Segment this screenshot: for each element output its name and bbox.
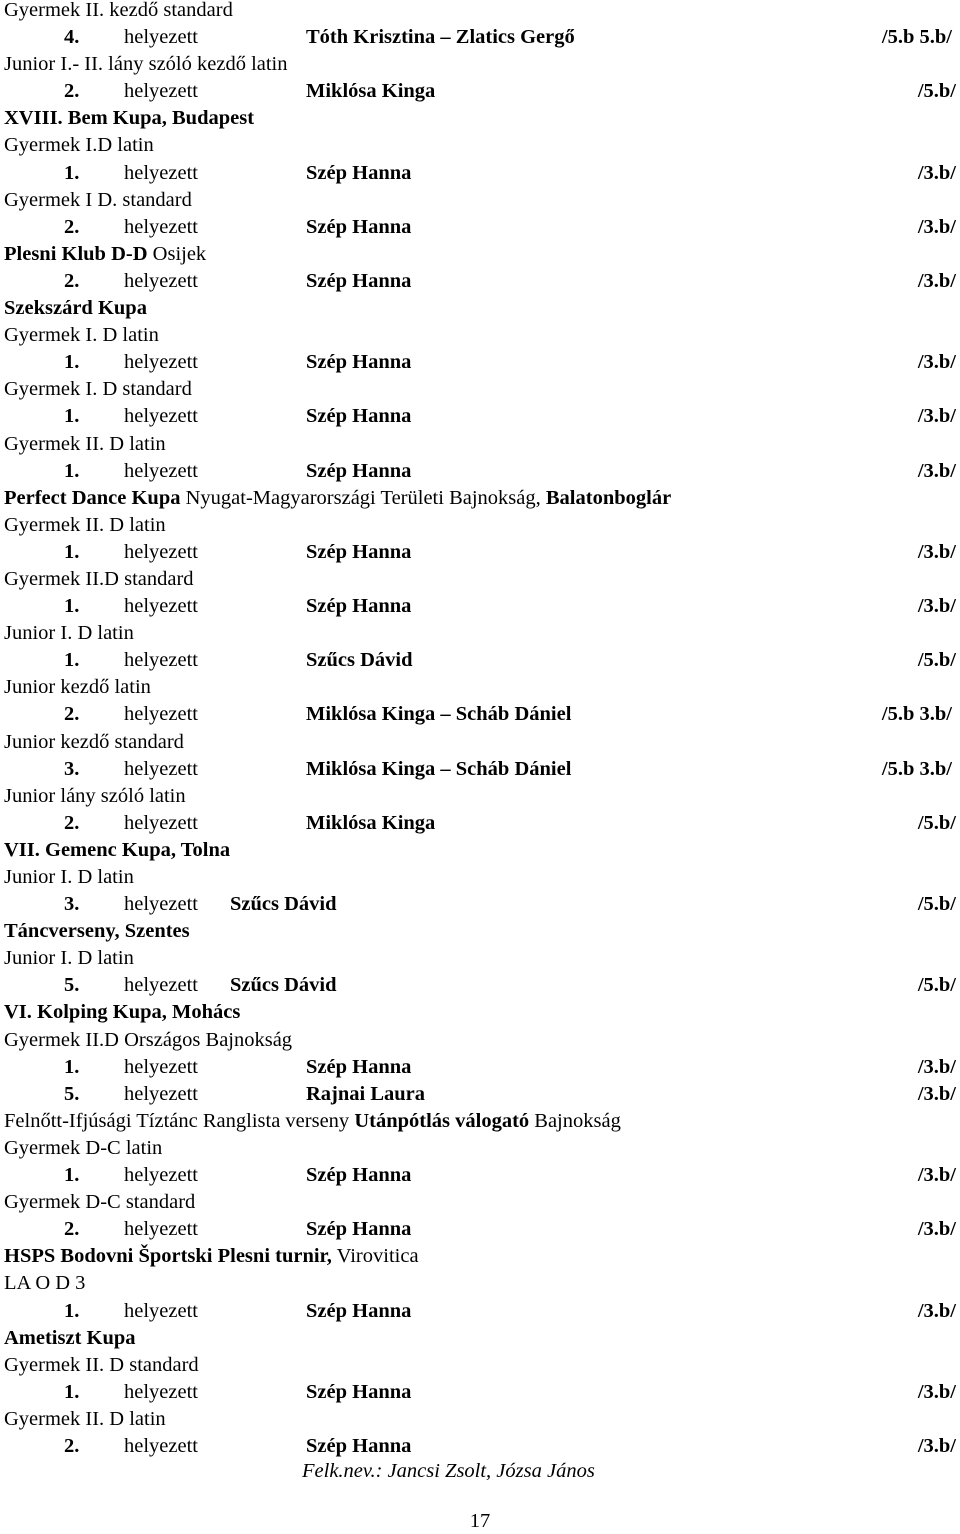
result-row [4,539,956,566]
placement-number: 2. [64,811,80,834]
class-label: /5.b/ [917,811,956,834]
competitor-name: Szép Hanna [306,1299,412,1322]
heading-text: Gyermek I D. standard [4,188,192,211]
placement-number: 5. [64,974,80,997]
class-label: /3.b/ [917,459,956,482]
section-heading [4,1243,956,1270]
result-row [4,268,956,295]
placement-word: helyezett [124,649,198,672]
class-label: /3.b/ [917,1380,956,1403]
placement-word: helyezett [124,1164,198,1187]
competitor-name: Szűcs Dávid [230,893,337,916]
competitor-name: Szép Hanna [306,161,412,184]
class-label: /3.b/ [917,215,956,238]
heading-text: VI. Kolping Kupa, Mohács [4,1001,241,1024]
class-label: /3.b/ [917,595,956,618]
placement-number: 1. [64,540,80,563]
competitor-name: Szép Hanna [306,215,412,238]
section-heading [4,1189,956,1216]
heading-text: Perfect Dance Kupa [4,486,181,509]
placement-number: 3. [64,893,80,916]
placement-number: 1. [64,649,80,672]
section-heading [4,620,956,647]
result-row [4,891,956,918]
heading-text: Balatonboglár [545,486,672,509]
heading-text: Táncverseny, Szentes [4,920,190,943]
section-heading [4,512,956,539]
class-label: /3.b/ [917,161,956,184]
placement-number: 2. [64,215,80,238]
section-heading [4,729,956,756]
competitor-name: Szép Hanna [306,1218,412,1241]
section-heading [4,295,956,322]
result-row [4,593,956,620]
heading-text: Gyermek II. D latin [4,1407,166,1430]
placement-number: 2. [64,80,80,103]
result-row [4,403,956,430]
heading-text: Junior I. D latin [4,622,134,645]
placement-number: 4. [64,26,80,49]
heading-text: Osijek [147,242,207,265]
class-label: /5.b/ [917,80,956,103]
section-heading [4,945,956,972]
placement-number: 1. [64,1164,80,1187]
competitor-name: Szép Hanna [306,1380,412,1403]
heading-text: Junior I.- II. lány szóló kezdő latin [4,53,288,76]
competitor-name: Miklósa Kinga [306,80,436,103]
placement-word: helyezett [124,80,198,103]
heading-text: Junior kezdő standard [4,730,184,753]
class-label: /5.b 3.b/ [881,757,952,780]
placement-number: 1. [64,1380,80,1403]
result-row [4,1298,956,1325]
section-heading [4,864,956,891]
placement-word: helyezett [124,26,198,49]
placement-word: helyezett [124,1299,198,1322]
result-row [4,972,956,999]
placement-number: 2. [64,1218,80,1241]
class-label: /5.b 5.b/ [881,26,952,49]
result-row [4,810,956,837]
result-row [4,756,956,783]
placement-word: helyezett [124,1082,198,1105]
heading-text: Junior I. D latin [4,866,134,888]
heading-text: Nyugat-Magyarországi Területi Bajnokság, [180,486,546,509]
placement-word: helyezett [124,1380,198,1403]
placement-number: 3. [64,757,80,780]
result-row [4,160,956,187]
class-label: /5.b/ [917,649,956,672]
competitor-name: Szép Hanna [306,540,412,563]
section-heading [4,431,956,458]
placement-word: helyezett [124,1055,198,1078]
results-document [4,0,956,1460]
placement-number: 1. [64,1299,80,1322]
competitor-name: Szép Hanna [306,405,412,428]
placement-word: helyezett [124,1434,198,1457]
placement-number: 2. [64,269,80,292]
section-heading [4,674,956,701]
result-row [4,24,956,51]
placement-word: helyezett [124,215,198,238]
class-label: /3.b/ [917,1434,956,1457]
result-row [4,1081,956,1108]
result-row [4,458,956,485]
result-row [4,701,956,728]
heading-text: Bajnokság [529,1109,621,1132]
competitor-name: Szép Hanna [306,459,412,482]
heading-text: Junior kezdő latin [4,676,151,699]
page-number: 17 [469,1510,491,1532]
result-row [4,214,956,241]
competitor-name: Szép Hanna [306,1434,412,1457]
heading-text: Junior lány szóló latin [4,784,186,807]
result-row [4,1379,956,1406]
heading-text: Gyermek II. D standard [4,1353,199,1376]
class-label: /3.b/ [917,1055,956,1078]
section-heading [4,485,956,512]
placement-number: 2. [64,703,80,726]
section-heading [4,1135,956,1162]
section-heading [4,1270,956,1297]
result-row [4,1216,956,1243]
heading-text: Gyermek I. D standard [4,378,192,401]
placement-number: 1. [64,161,80,184]
placement-number: 1. [64,459,80,482]
result-row [4,647,956,674]
class-label: /5.b 3.b/ [881,703,952,726]
competitor-name: Szép Hanna [306,351,412,374]
class-label: /3.b/ [917,1164,956,1187]
section-heading [4,105,956,132]
class-label: /3.b/ [917,269,956,292]
competitor-name: Rajnai Laura [306,1082,426,1105]
competitor-name: Szép Hanna [306,1055,412,1078]
heading-text: Gyermek II. kezdő standard [4,0,233,21]
placement-word: helyezett [124,540,198,563]
class-label: /3.b/ [917,1218,956,1241]
heading-text: Szekszárd Kupa [4,297,147,320]
placement-number: 1. [64,595,80,618]
placement-word: helyezett [124,405,198,428]
result-row [4,78,956,105]
heading-text: HSPS Bodovni Športski Plesni turnir, [4,1245,332,1268]
coach-note: Felk.nev.: Jancsi Zsolt, Józsa János [302,1460,595,1483]
heading-text: Utánpótlás válogató [354,1109,530,1132]
section-heading [4,1352,956,1379]
class-label: /3.b/ [917,1299,956,1322]
placement-word: helyezett [124,811,198,834]
result-row [4,1162,956,1189]
placement-word: helyezett [124,459,198,482]
section-heading [4,322,956,349]
section-heading [4,132,956,159]
class-label: /3.b/ [917,1082,956,1105]
section-heading [4,566,956,593]
competitor-name: Tóth Krisztina – Zlatics Gergő [306,26,575,49]
placement-number: 1. [64,1055,80,1078]
heading-text: Felnőtt-Ifjúsági Tíztánc Ranglista verseny [4,1109,355,1132]
competitor-name: Szép Hanna [306,1164,412,1187]
class-label: /3.b/ [917,540,956,563]
section-heading [4,187,956,214]
competitor-name: Miklósa Kinga [306,811,436,834]
placement-word: helyezett [124,269,198,292]
placement-word: helyezett [124,161,198,184]
placement-word: helyezett [124,757,198,780]
result-row [4,1433,956,1460]
heading-text: Gyermek I. D latin [4,324,159,347]
section-heading [4,1406,956,1433]
placement-number: 1. [64,405,80,428]
placement-word: helyezett [124,351,198,374]
section-heading [4,783,956,810]
placement-word: helyezett [124,893,198,916]
heading-text: Ametiszt Kupa [4,1326,136,1349]
heading-text: Gyermek I.D latin [4,134,154,157]
section-heading [4,1108,956,1135]
heading-text: Gyermek II. D latin [4,513,166,536]
class-label: /5.b/ [917,893,956,916]
heading-text: Junior I. D latin [4,947,134,970]
placement-number: 5. [64,1082,80,1105]
section-heading [4,1325,956,1352]
placement-word: helyezett [124,974,198,997]
heading-text: Virovitica [331,1245,419,1268]
section-heading [4,1027,956,1054]
class-label: /5.b/ [917,974,956,997]
heading-text: Plesni Klub D-D [4,242,148,265]
section-heading [4,0,956,24]
competitor-name: Szűcs Dávid [306,649,413,672]
competitor-name: Miklósa Kinga – Scháb Dániel [306,703,572,726]
heading-text: LA O D 3 [4,1272,86,1295]
class-label: /3.b/ [917,405,956,428]
competitor-name: Szép Hanna [306,269,412,292]
placement-word: helyezett [124,703,198,726]
heading-text: Gyermek D-C latin [4,1136,163,1159]
competitor-name: Szép Hanna [306,595,412,618]
heading-text: Gyermek D-C standard [4,1191,196,1214]
result-row [4,1054,956,1081]
heading-text: Gyermek II.D standard [4,567,194,590]
section-heading [4,999,956,1026]
section-heading [4,51,956,78]
section-heading [4,376,956,403]
section-heading [4,837,956,864]
placement-number: 2. [64,1434,80,1457]
heading-text: VII. Gemenc Kupa, Tolna [4,838,231,861]
placement-number: 1. [64,351,80,374]
placement-word: helyezett [124,595,198,618]
section-heading [4,918,956,945]
result-row [4,349,956,376]
heading-text: XVIII. Bem Kupa, Budapest [4,107,255,130]
competitor-name: Miklósa Kinga – Scháb Dániel [306,757,572,780]
competitor-name: Szűcs Dávid [230,974,337,997]
heading-text: Gyermek II. D latin [4,432,166,455]
heading-text: Gyermek II.D Országos Bajnokság [4,1028,293,1051]
placement-word: helyezett [124,1218,198,1241]
class-label: /3.b/ [917,351,956,374]
section-heading [4,241,956,268]
